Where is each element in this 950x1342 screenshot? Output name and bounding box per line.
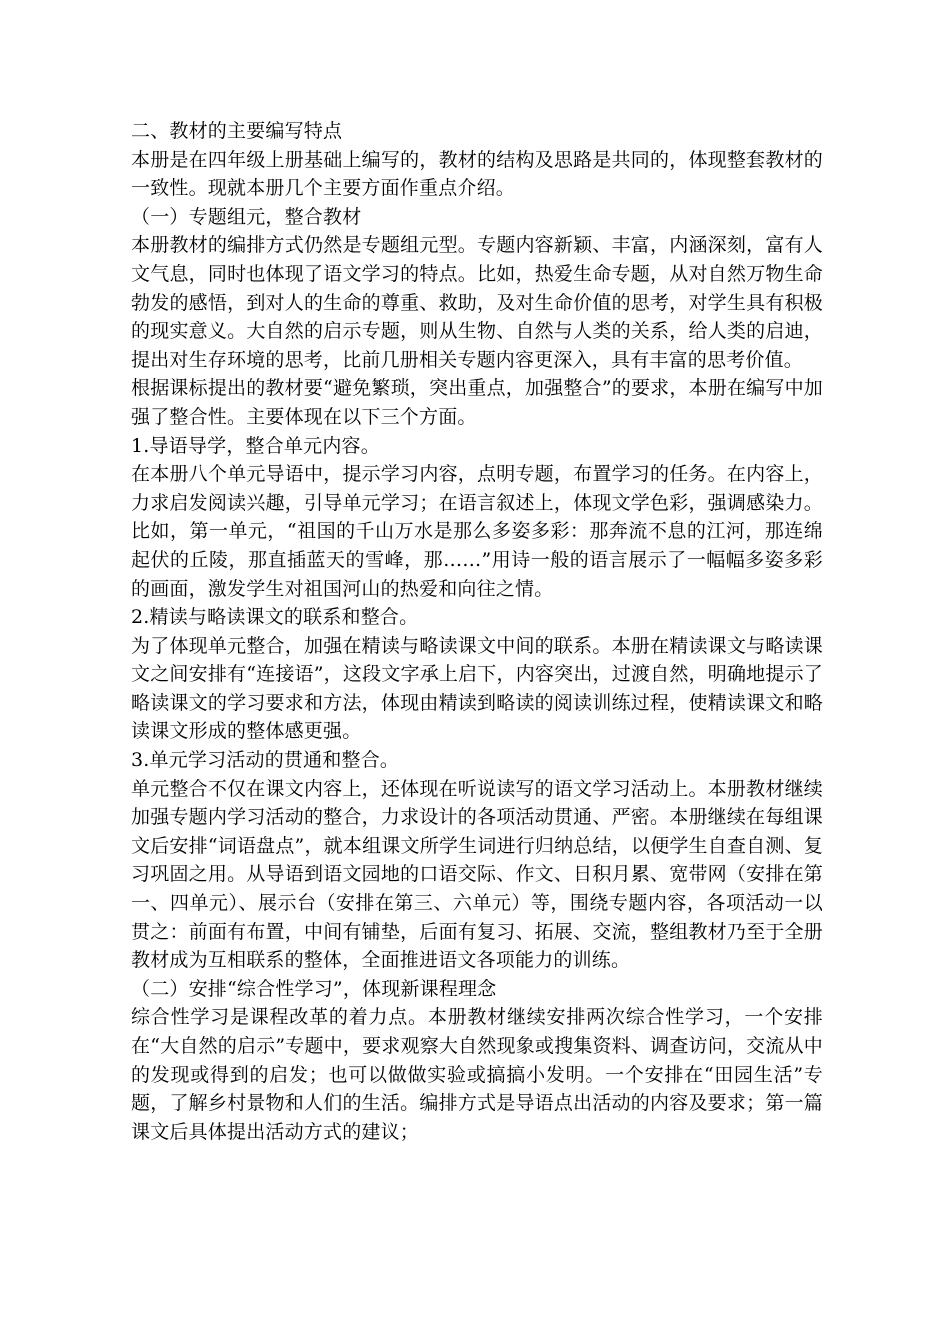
point-3-title: 3.单元学习活动的贯通和整合。 [131, 749, 400, 772]
point-2-paragraph: 为了体现单元整合，加强在精读与略读课文中间的联系。本册在精读课文与略读课文之间安排有“连接语”，这段文字承上启下，内容突出，过渡自然，明确地提示了略读课文的学习要求和方法，体现由精读到略读的阅读训练过程，使精读课文和略读课文形成的整体感更强。 [131, 634, 823, 743]
subsection-2-paragraph: 综合性学习是课程改革的着力点。本册教材继续安排两次综合性学习，一个安排在“大自然的启示”专题中，要求观察大自然现象或搜集资料、调查访问，交流从中的发现或得到的启发；也可以做做实验或搞搞小发明。一个安排在“田园生活”专题，了解乡村景物和人们的生活。编排方式是导语点出活动的内容及要求；第一篇课文后具体提出活动方式的建议； [131, 1006, 823, 1143]
subsection-1-paragraph-2: 根据课标提出的教材要“避免繁琐，突出重点，加强整合”的要求，本册在编写中加强了整合性。主要体现在以下三个方面。 [131, 377, 823, 428]
point-2-title: 2.精读与略读课文的联系和整合。 [131, 606, 419, 629]
subsection-1-paragraph-1: 本册教材的编排方式仍然是专题组元型。专题内容新颖、丰富，内涵深刻，富有人文气息，同时也体现了语文学习的特点。比如，热爱生命专题，从对自然万物生命勃发的感悟，到对人的生命的尊重、救助，及对生命价值的思考，对学生具有积极的现实意义。大自然的启示专题，则从生物、自然与人类的关系，给人类的启迪，提出对生存环境的思考，比前几册相关专题内容更深入，具有丰富的思考价值。 [131, 234, 823, 371]
subsection-title-1: （一）专题组元，整合教材 [131, 205, 362, 228]
point-3-paragraph: 单元整合不仅在课文内容上，还体现在听说读写的语文学习活动上。本册教材继续加强专题内学习活动的整合，力求设计的各项活动贯通、严密。本册继续在每组课文后安排“词语盘点”，就本组课文所学生词进行归纳总结，以便学生自查自测、复习巩固之用。从导语到语文园地的口语交际、作文、日积月累、宽带网（安排在第一、四单元）、展示台（安排在第三、六单元）等，围绕专题内容，各项活动一以贯之：前面有布置，中间有铺垫，后面有复习、拓展、交流，整组教材乃至于全册教材成为互相联系的整体，全面推进语文各项能力的训练。 [131, 777, 823, 972]
section-title: 二、教材的主要编写特点 [131, 120, 343, 142]
point-1-paragraph: 在本册八个单元导语中，提示学习内容，点明专题，布置学习的任务。在内容上，力求启发阅读兴趣，引导单元学习；在语言叙述上，体现文学色彩，强调感染力。比如，第一单元，“祖国的千山万水是那么多姿多彩：那奔流不息的江河，那连绵起伏的丘陵，那直插蓝天的雪峰，那……”用诗一般的语言展示了一幅幅多姿多彩的画面，激发学生对祖国河山的热爱和向往之情。 [131, 463, 823, 600]
subsection-title-2: （二）安排“综合性学习”，体现新课程理念 [131, 977, 497, 1000]
document-page [131, 117, 823, 1146]
point-1-title: 1.导语导学，整合单元内容。 [131, 434, 380, 457]
intro-paragraph: 本册是在四年级上册基础上编写的，教材的结构及思路是共同的，体现整套教材的一致性。现就本册几个主要方面作重点介绍。 [131, 148, 823, 200]
